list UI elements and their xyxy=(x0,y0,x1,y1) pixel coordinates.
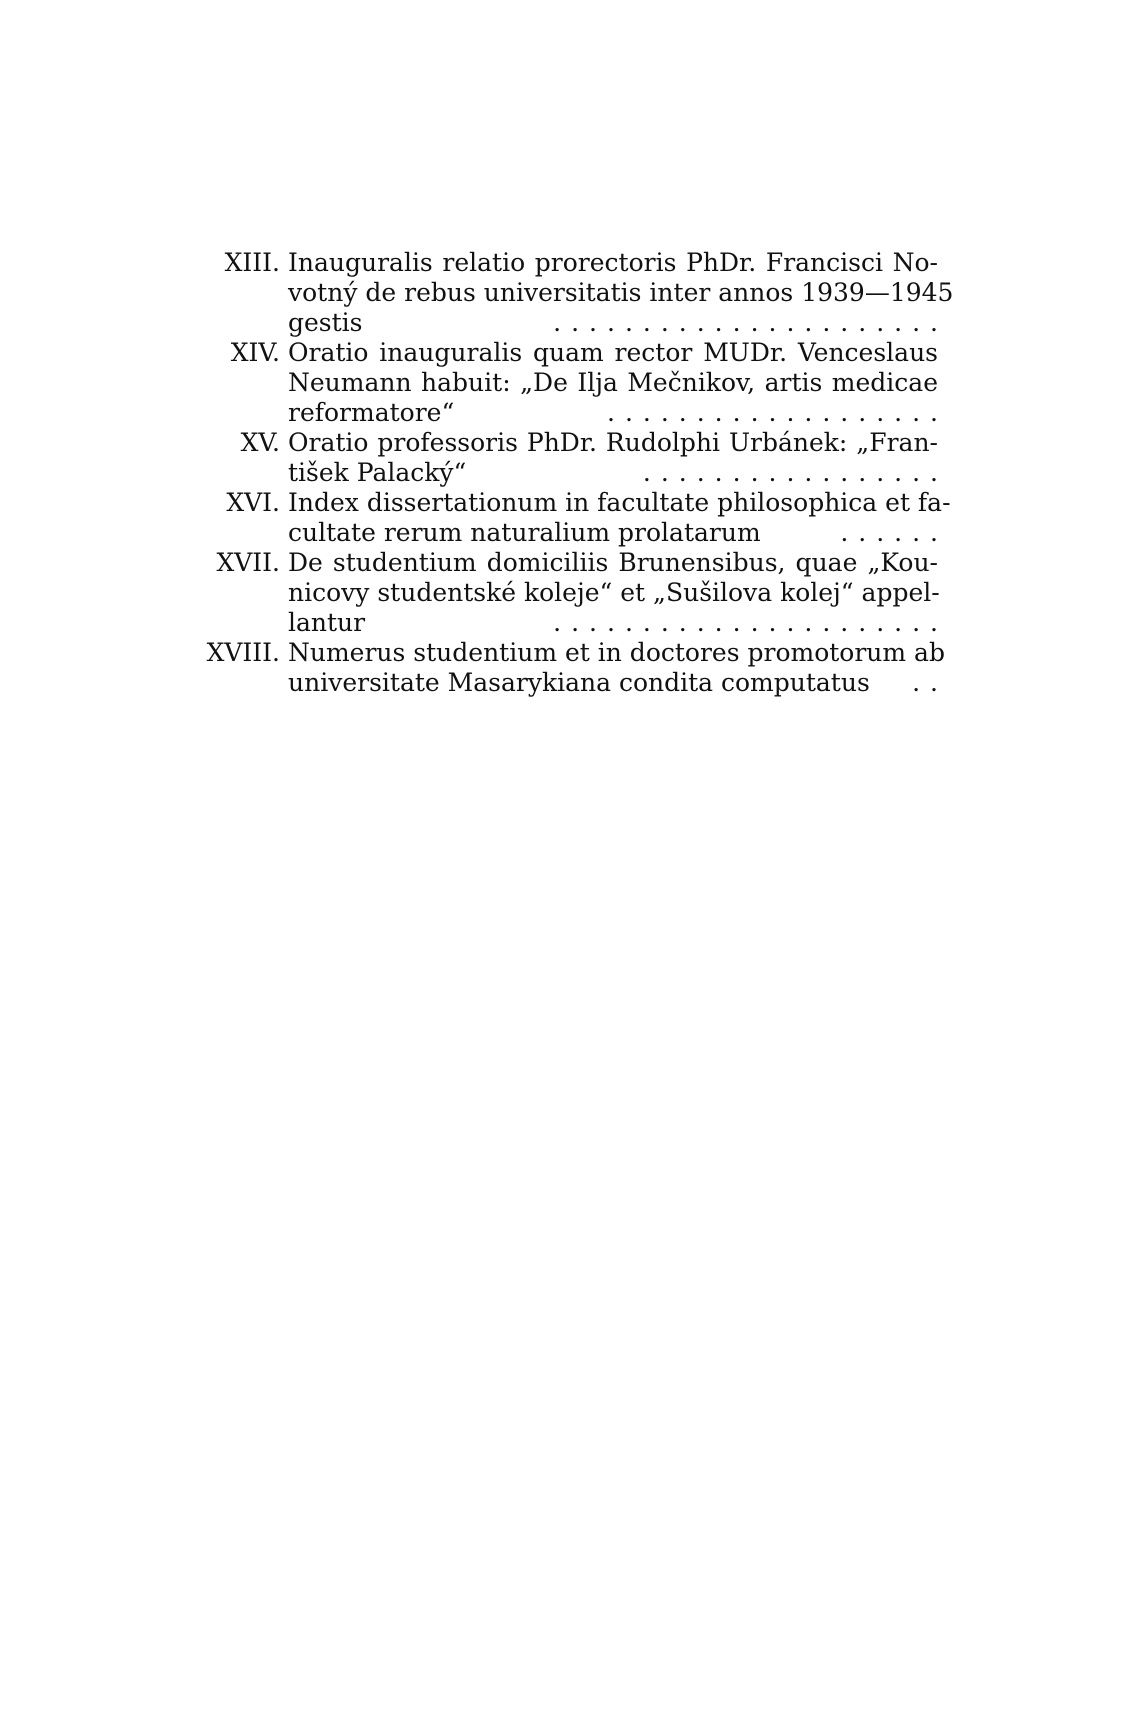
dot-leader: .. xyxy=(912,668,948,697)
entry-number: XVI. xyxy=(226,488,280,517)
entry-number: XV. xyxy=(240,428,280,457)
entry-line: lantur xyxy=(288,608,366,637)
toc-entry-xv xyxy=(178,428,948,488)
entry-number: XIII. xyxy=(224,248,280,277)
entry-last-line xyxy=(288,458,948,488)
toc-entry-xvii xyxy=(178,548,948,638)
entry-last-line xyxy=(288,308,948,338)
entry-line: cultate rerum naturalium prolatarum xyxy=(288,518,761,547)
entry-number: XVIII. xyxy=(206,638,280,667)
entry-line: Index dissertationum in facultate philosophica et fa- xyxy=(288,488,951,517)
entry-last-line xyxy=(288,398,948,428)
entry-line: De studentium domiciliis Brunensibus, quae „Kou- xyxy=(288,548,938,577)
entry-last-line xyxy=(288,608,948,638)
toc-entry-xiv xyxy=(178,338,948,428)
entry-line: Inauguralis relatio prorectoris PhDr. Francisci No- xyxy=(288,248,938,277)
entry-line: Numerus studentium et in doctores promotorum ab xyxy=(288,638,945,667)
entry-line: universitate Masarykiana condita computatus xyxy=(288,668,870,697)
table-of-contents xyxy=(178,248,954,698)
entry-line: tišek Palacký“ xyxy=(288,458,467,487)
entry-line: Oratio inauguralis quam rector MUDr. Venceslaus xyxy=(288,338,938,367)
toc-entry-xviii xyxy=(178,638,948,698)
dot-leader: ...................... xyxy=(553,608,948,637)
toc-entry-xvi xyxy=(178,488,951,548)
entry-line: nicovy studentské koleje“ et „Sušilova kolej“ appel- xyxy=(288,578,940,607)
entry-last-line xyxy=(288,518,948,548)
entry-line: Neumann habuit: „De Ilja Mečnikov, artis medicae xyxy=(288,368,938,397)
entry-number: XVII. xyxy=(216,548,280,577)
entry-line: votný de rebus universitatis inter annos 1939—1945 xyxy=(288,278,954,307)
dot-leader: ................. xyxy=(642,458,948,487)
toc-entry-xiii xyxy=(178,248,954,338)
entry-number: XIV. xyxy=(230,338,280,367)
entry-last-line xyxy=(288,668,948,698)
dot-leader: ...................... xyxy=(553,308,948,337)
entry-line: Oratio professoris PhDr. Rudolphi Urbánek: „Fran- xyxy=(288,428,938,457)
dot-leader: ...... xyxy=(840,518,948,547)
entry-line: gestis xyxy=(288,308,363,337)
dot-leader: ................... xyxy=(607,398,948,427)
entry-line: reformatore“ xyxy=(288,398,455,427)
